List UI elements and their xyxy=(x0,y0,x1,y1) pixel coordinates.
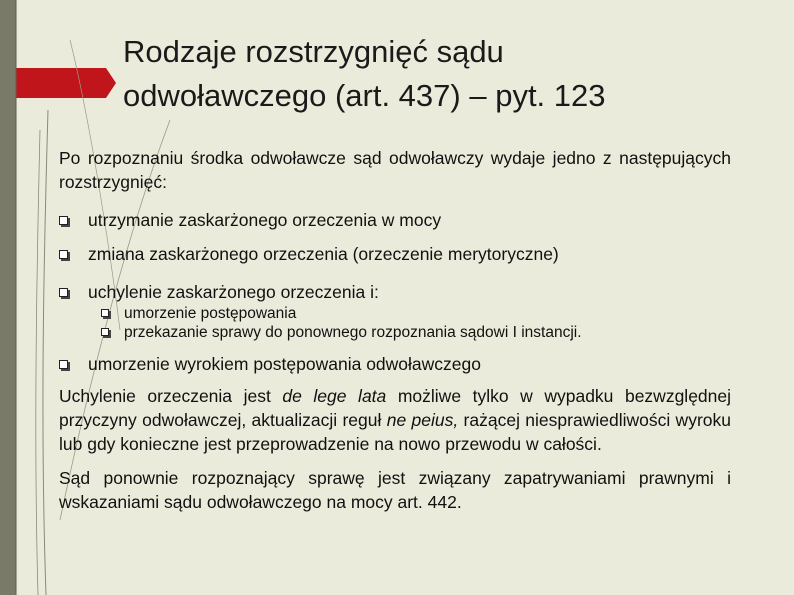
checkbox-bullet-icon xyxy=(59,360,68,369)
bullet-text-3: uchylenie zaskarżonego orzeczenia i: xyxy=(88,282,379,302)
sub-bullet-item-1 xyxy=(59,304,731,323)
sub-bullet-item-2 xyxy=(59,323,731,342)
decorative-curve-2 xyxy=(36,130,40,595)
checkbox-bullet-icon xyxy=(101,328,109,336)
sub-bullet-text-1: umorzenie postępowania xyxy=(124,305,297,322)
sub-bullet-text-2: przekazanie sprawy do ponownego rozpoznania sądowi I instancji. xyxy=(124,324,582,341)
paragraph-repeal-part-1: Uchylenie orzeczenia jest xyxy=(59,386,283,406)
bullet-text-2: zmiana zaskarżonego orzeczenia (orzeczenie merytoryczne) xyxy=(88,244,559,264)
checkbox-bullet-icon xyxy=(59,288,68,297)
paragraph-binding: Sąd ponownie rozpoznający sprawę jest związany zapatrywaniami prawnymi i wskazaniami sądu odwoławczego na mocy art. 442. xyxy=(59,468,731,512)
bullet-text-4: umorzenie wyrokiem postępowania odwoławczego xyxy=(88,354,481,374)
sub-bullet-list xyxy=(59,304,731,342)
checkbox-bullet-icon xyxy=(101,309,109,317)
bullet-item-4 xyxy=(59,352,731,376)
red-arrow-accent xyxy=(16,68,116,98)
paragraph-repeal-italic-1: de lege lata xyxy=(282,386,387,406)
slide-content xyxy=(59,146,731,514)
bullet-text-1: utrzymanie zaskarżonego orzeczenia w mocy xyxy=(88,210,442,230)
bullet-item-2 xyxy=(59,242,731,266)
bullet-item-1 xyxy=(59,208,731,232)
title-line-1: Rodzaje rozstrzygnięć sądu xyxy=(123,34,504,69)
bullet-item-3 xyxy=(59,280,731,304)
paragraph-repeal-part-3: rażącej niesprawiedliwości wyroku lub gdy konieczne jest przeprowadzenie na nowo przewodu w całości. xyxy=(59,410,731,454)
paragraph-repeal-italic-2: ne peius, xyxy=(386,410,459,430)
left-decorative-bar xyxy=(0,0,16,595)
slide-title xyxy=(123,30,763,118)
intro-paragraph: Po rozpoznaniu środka odwoławcze sąd odwoławczy wydaje jedno z następujących rozstrzygnięć: xyxy=(59,148,731,192)
paragraph-repeal-part-2: możliwe tylko w wypadku bezwzględnej przyczyny odwoławczej, aktualizacji reguł xyxy=(59,386,732,430)
checkbox-bullet-icon xyxy=(59,216,68,225)
paragraph-repeal xyxy=(59,384,731,456)
checkbox-bullet-icon xyxy=(59,250,68,259)
decorative-curve-1 xyxy=(43,110,48,595)
title-line-2: odwoławczego (art. 437) – pyt. 123 xyxy=(123,78,606,113)
